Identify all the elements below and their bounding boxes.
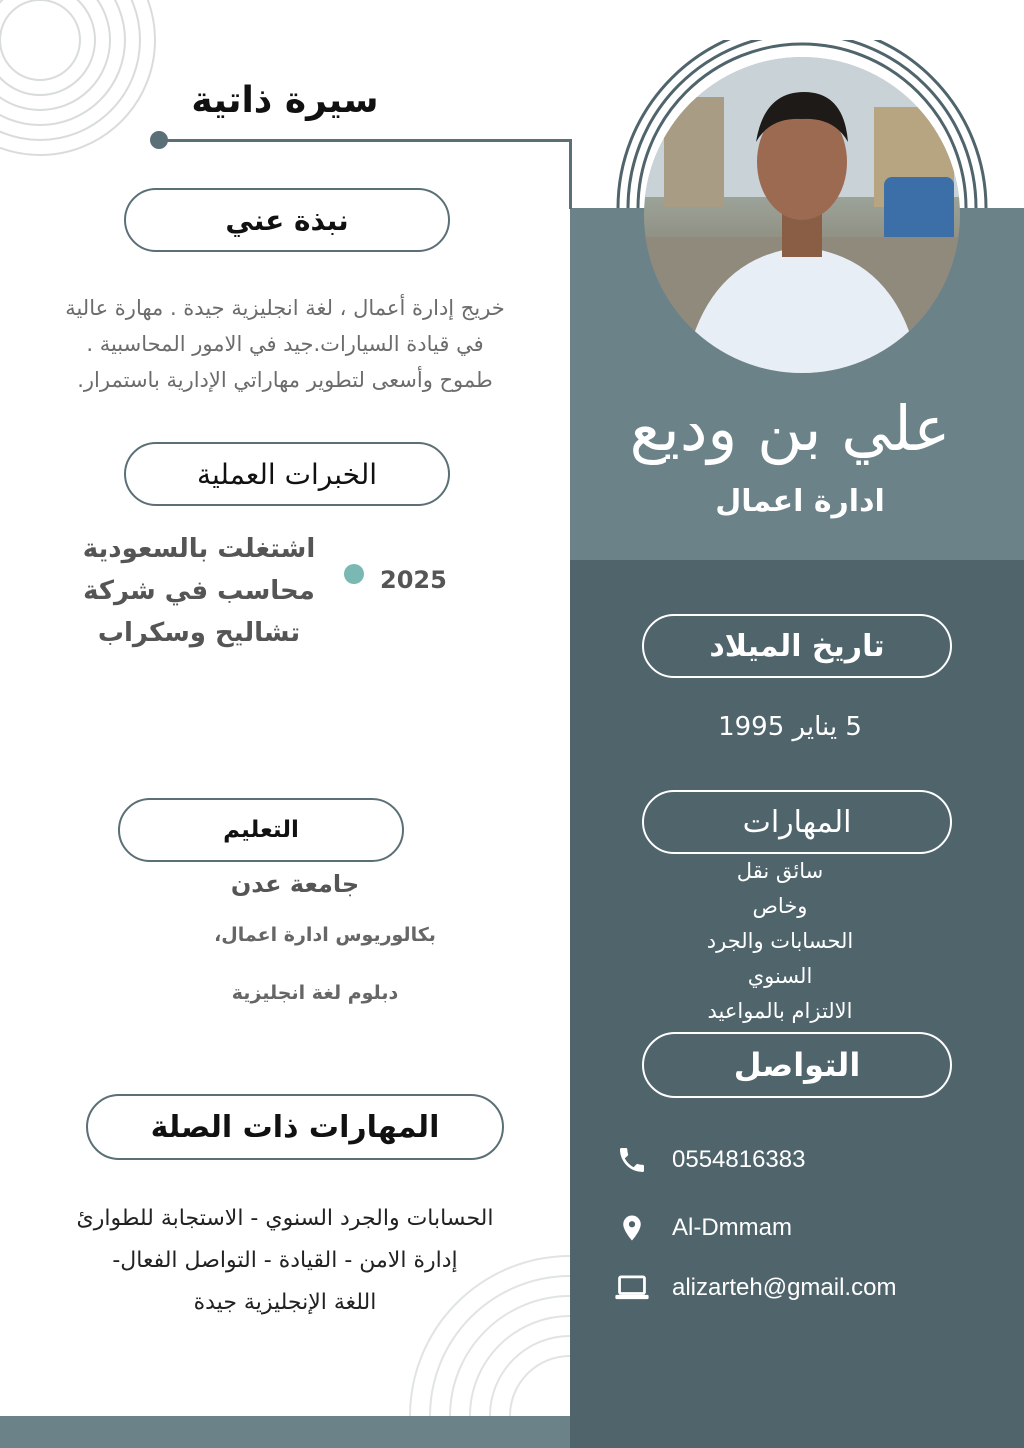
education-university: جامعة عدن — [230, 870, 360, 898]
skill-item: الالتزام بالمواعيد — [707, 999, 853, 1023]
skill-item: سائق نقل — [736, 859, 824, 883]
experience-text — [60, 528, 338, 654]
laptop-icon — [614, 1270, 650, 1306]
decorative-arcs-top — [0, 0, 170, 180]
related-skills-heading — [86, 1094, 504, 1160]
contact-phone — [614, 1140, 994, 1180]
about-heading — [124, 188, 450, 252]
skills-list — [660, 854, 900, 1029]
skills-heading-label: المهارات — [742, 804, 852, 840]
birth-date: 5 يناير 1995 — [718, 712, 862, 742]
experience-line: محاسب في شركة — [83, 576, 315, 606]
profile-role: ادارة اعمال — [715, 484, 885, 519]
contact-location — [614, 1208, 994, 1248]
experience-line: تشاليح وسكراب — [97, 618, 301, 648]
connector-line-vertical — [569, 139, 572, 209]
birth-heading-label: تاريخ الميلاد — [709, 628, 885, 664]
education-heading — [118, 798, 404, 862]
related-skills-line: إدارة الامن - القيادة - التواصل الفعال- — [112, 1248, 458, 1273]
location-text: Al-Dmmam — [672, 1214, 792, 1241]
email-address[interactable]: alizarteh@gmail.com — [672, 1274, 897, 1301]
contact-email — [614, 1268, 994, 1308]
experience-heading — [124, 442, 450, 506]
education-diploma: دبلوم لغة انجليزية — [231, 982, 399, 1004]
about-text: خريج إدارة أعمال ، لغة انجليزية جيدة . مهارة عالية في قيادة السيارات.جيد في الامور المحاسبية . طموح وأسعى لتطوير مهاراتي الإدارية باستمرار. — [65, 296, 505, 392]
page-title: سيرة ذاتية — [191, 80, 379, 121]
birth-heading — [642, 614, 952, 678]
phone-icon — [614, 1142, 650, 1178]
connector-line — [160, 139, 572, 142]
education-degree: بكالوريوس ادارة اعمال، — [214, 924, 436, 946]
profile-name: علي بن وديع — [629, 392, 951, 465]
experience-heading-label: الخبرات العملية — [196, 457, 378, 491]
education-heading-label: التعليم — [223, 817, 299, 843]
profile-photo — [644, 57, 960, 373]
skills-heading — [642, 790, 952, 854]
contact-heading-label: التواصل — [733, 1046, 861, 1084]
related-skills-line: الحسابات والجرد السنوي - الاستجابة للطوارئ — [76, 1206, 494, 1231]
related-skills-text — [30, 1198, 540, 1324]
related-skills-line: اللغة الإنجليزية جيدة — [193, 1290, 377, 1315]
experience-line: اشتغلت بالسعودية — [82, 534, 316, 564]
about-heading-label: نبذة عني — [225, 203, 349, 237]
location-pin-icon — [614, 1210, 650, 1246]
experience-year: 2025 — [380, 566, 447, 594]
bottom-strip — [0, 1416, 570, 1448]
related-skills-heading-label: المهارات ذات الصلة — [150, 1109, 440, 1145]
skill-item: وخاص — [752, 894, 808, 918]
phone-number[interactable]: 0554816383 — [672, 1146, 806, 1173]
skill-item: السنوي — [747, 964, 813, 988]
contact-heading — [642, 1032, 952, 1098]
experience-dot — [344, 564, 364, 584]
skill-item: الحسابات والجرد — [706, 929, 854, 953]
